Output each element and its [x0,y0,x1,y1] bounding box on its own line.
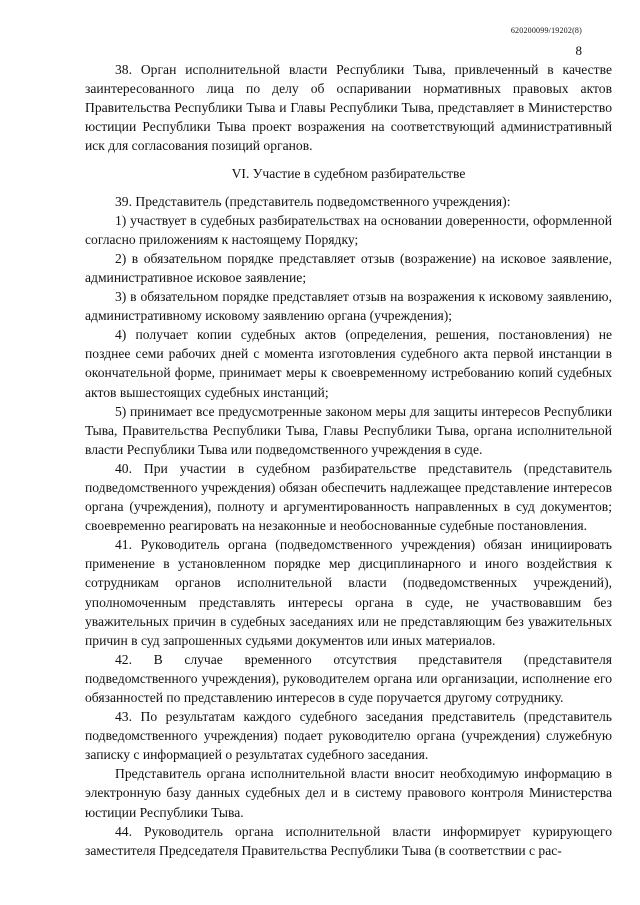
page-number: 8 [575,43,582,58]
paragraph-39-item-2: 2) в обязательном порядке представляет отзыв (возражение) на исковое заявление, административное исковое заявление; [85,250,612,285]
section-heading: VI. Участие в судебном разбирательстве [231,166,466,182]
paragraph-43: 43. По результатам каждого судебного заседания представитель (представитель подведомственного учреждения) подает руководителю органа (учреждения) служебную записку с информацией о результатах судебного заседания. [85,709,612,763]
paragraph-39-item-3: 3) в обязательном порядке представляет отзыв на возражения к исковому заявлению, административному исковому заявлению органа (учреждения); [85,289,612,324]
paragraph-39-item-5: 5) принимает все предусмотренные законом меры для защиты интересов Республики Тыва, Правительства Республики Тыва, Главы Республики Тыва, органа исполнительной власти Республики Тыва или подведомственного учреждения в суде. [85,403,612,457]
paragraph-39: 39. Представитель (представитель подведомственного учреждения): [115,193,511,209]
paragraph-41: 41. Руководитель органа (подведомственного учреждения) обязан инициировать применение в установленном порядке мер дисциплинарного и иного воздействия к сотрудникам органов исполнительной власти (подведомственных учреждений), уполномоченным представлять интересы органа в суде, не участвовавшим без уважительных причин в судебных заседаниях или не представляющим без уважительных причин в суд запрошенных судьями документов или иных материалов. [85,537,612,648]
paragraph-38: 38. Орган исполнительной власти Республики Тыва, привлеченный в качестве заинтересованного лица по делу об оспаривании нормативных правовых актов Правительства Республики Тыва и Главы Республики Тыва, представляет в Министерство юстиции Республики Тыва проект возражения на соответствующий административный иск для согласования позиций органов. [85,62,612,154]
paragraph-39-item-4: 4) получает копии судебных актов (определения, решения, постановления) не позднее семи рабочих дней с момента изготовления судебного акта первой инстанции в окончательной форме, принимает меры к своевременному истребованию копий судебных актов вышестоящих судебных инстанций; [85,327,612,400]
paragraph-42: 42. В случае временного отсутствия представителя (представителя подведомственного учреждения), руководителем органа или организации, исполнение его обязанностей по представлению интересов в суде поручается другому сотруднику. [85,651,612,705]
paragraph-43-continued: Представитель органа исполнительной власти вносит необходимую информацию в электронную базу данных судебных дел и в систему правового контроля Министерства юстиции Республики Тыва. [85,766,612,820]
paragraph-44: 44. Руководитель органа исполнительной власти информирует курирующего заместителя Председателя Правительства Республики Тыва (в соответствии с рас- [85,823,612,858]
document-id: 620200099/19202(8) [510,26,582,35]
document-body [85,60,612,860]
paragraph-40: 40. При участии в судебном разбирательстве представитель (представитель подведомственного учреждения) обязан обеспечить надлежащее представление интересов органа (учреждения), полноту и аргументированность направленных в суд документов; своевременно реагировать на незаконные и необоснованные судебные постановления. [85,460,612,534]
paragraph-39-item-1: 1) участвует в судебных разбирательствах на основании доверенности, оформленной согласно приложениям к настоящему Порядку; [85,212,612,247]
